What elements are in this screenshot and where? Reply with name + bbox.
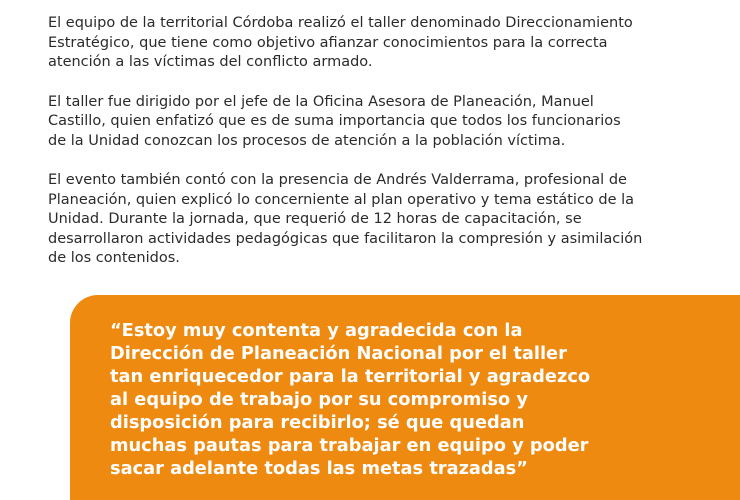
article-paragraph-1: El equipo de la territorial Córdoba realizó el taller denominado Direccionamiento Estratégico, que tiene como objetivo afianzar conocimientos para la correcta atención a las víctimas del conflicto armado. [48,15,633,70]
article-paragraph-3: El evento también contó con la presencia de Andrés Valderrama, profesional de Planeación, quien explicó lo concerniente al plan operativo y tema estático de la Unidad. Durante la jornada, que requerió de 12 horas de capacitación, se desarrollaron actividades pedagógicas que facilitaron la compresión y asimilación de los contenidos. [48,172,643,266]
pull-quote-text: “Estoy muy contenta y agradecida con la Dirección de Planeación Nacional por el taller tan enriquecedor para la territorial y agradezco al equipo de trabajo por su compromiso y disposición para recibirlo; sé que quedan muchas pautas para trabajar en equipo y poder sacar adelante todas las metas trazadas” [110,320,591,479]
article-body [48,14,728,289]
article-paragraph-2: El taller fue dirigido por el jefe de la Oficina Asesora de Planeación, Manuel Castillo, quien enfatizó que es de suma importancia que todos los funcionarios de la Unidad conozcan los procesos de atención a la población víctima. [48,93,621,149]
pull-quote-box [70,295,740,500]
